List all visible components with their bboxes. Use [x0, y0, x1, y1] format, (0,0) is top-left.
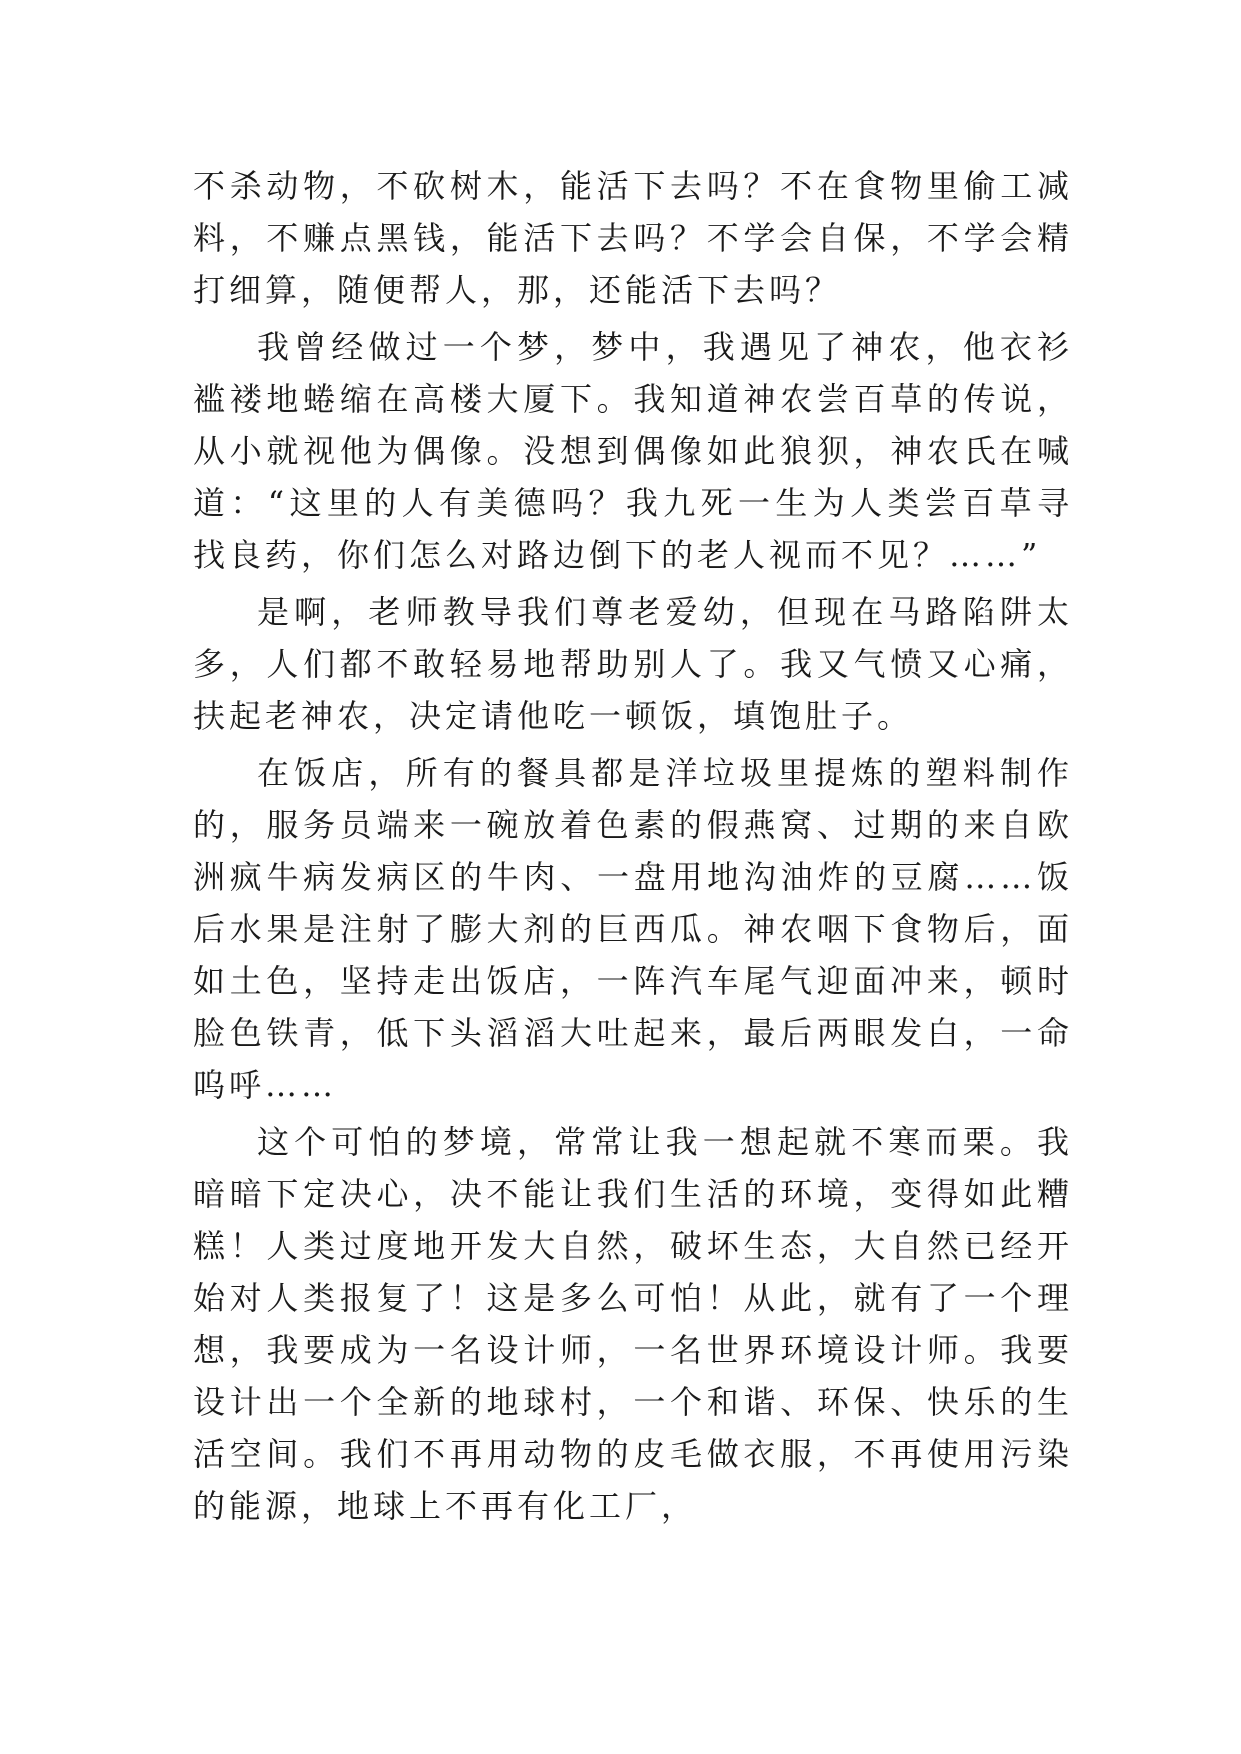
document-body: [193, 160, 1073, 1537]
paragraph-3: 是啊，老师教导我们尊老爱幼，但现在马路陷阱太多，人们都不敢轻易地帮助别人了。我又气愤又心痛，扶起老神农，决定请他吃一顿饭，填饱肚子。: [193, 593, 1073, 735]
paragraph-1: 不杀动物，不砍树木，能活下去吗？不在食物里偷工减料，不赚点黑钱，能活下去吗？不学会自保，不学会精打细算，随便帮人，那，还能活下去吗？: [193, 167, 1073, 309]
paragraph-5: 这个可怕的梦境，常常让我一想起就不寒而栗。我暗暗下定决心，决不能让我们生活的环境，变得如此糟糕！人类过度地开发大自然，破坏生态，大自然已经开始对人类报复了！这是多么可怕！从此，就有了一个理想，我要成为一名设计师，一名世界环境设计师。我要设计出一个全新的地球村，一个和谐、环保、快乐的生活空间。我们不再用动物的皮毛做衣服，不再使用污染的能源，地球上不再有化工厂，: [193, 1123, 1073, 1525]
paragraph-2: 我曾经做过一个梦，梦中，我遇见了神农，他衣衫褴褛地蜷缩在高楼大厦下。我知道神农尝百草的传说，从小就视他为偶像。没想到偶像如此狼狈，神农氏在喊道：“这里的人有美德吗？我九死一生为人类尝百草寻找良药，你们怎么对路边倒下的老人视而不见？……”: [193, 328, 1073, 574]
paragraph-4: 在饭店，所有的餐具都是洋垃圾里提炼的塑料制作的，服务员端来一碗放着色素的假燕窝、过期的来自欧洲疯牛病发病区的牛肉、一盘用地沟油炸的豆腐……饭后水果是注射了膨大剂的巨西瓜。神农咽下食物后，面如土色，坚持走出饭店，一阵汽车尾气迎面冲来，顿时脸色铁青，低下头滔滔大吐起来，最后两眼发白，一命呜呼……: [193, 754, 1073, 1104]
